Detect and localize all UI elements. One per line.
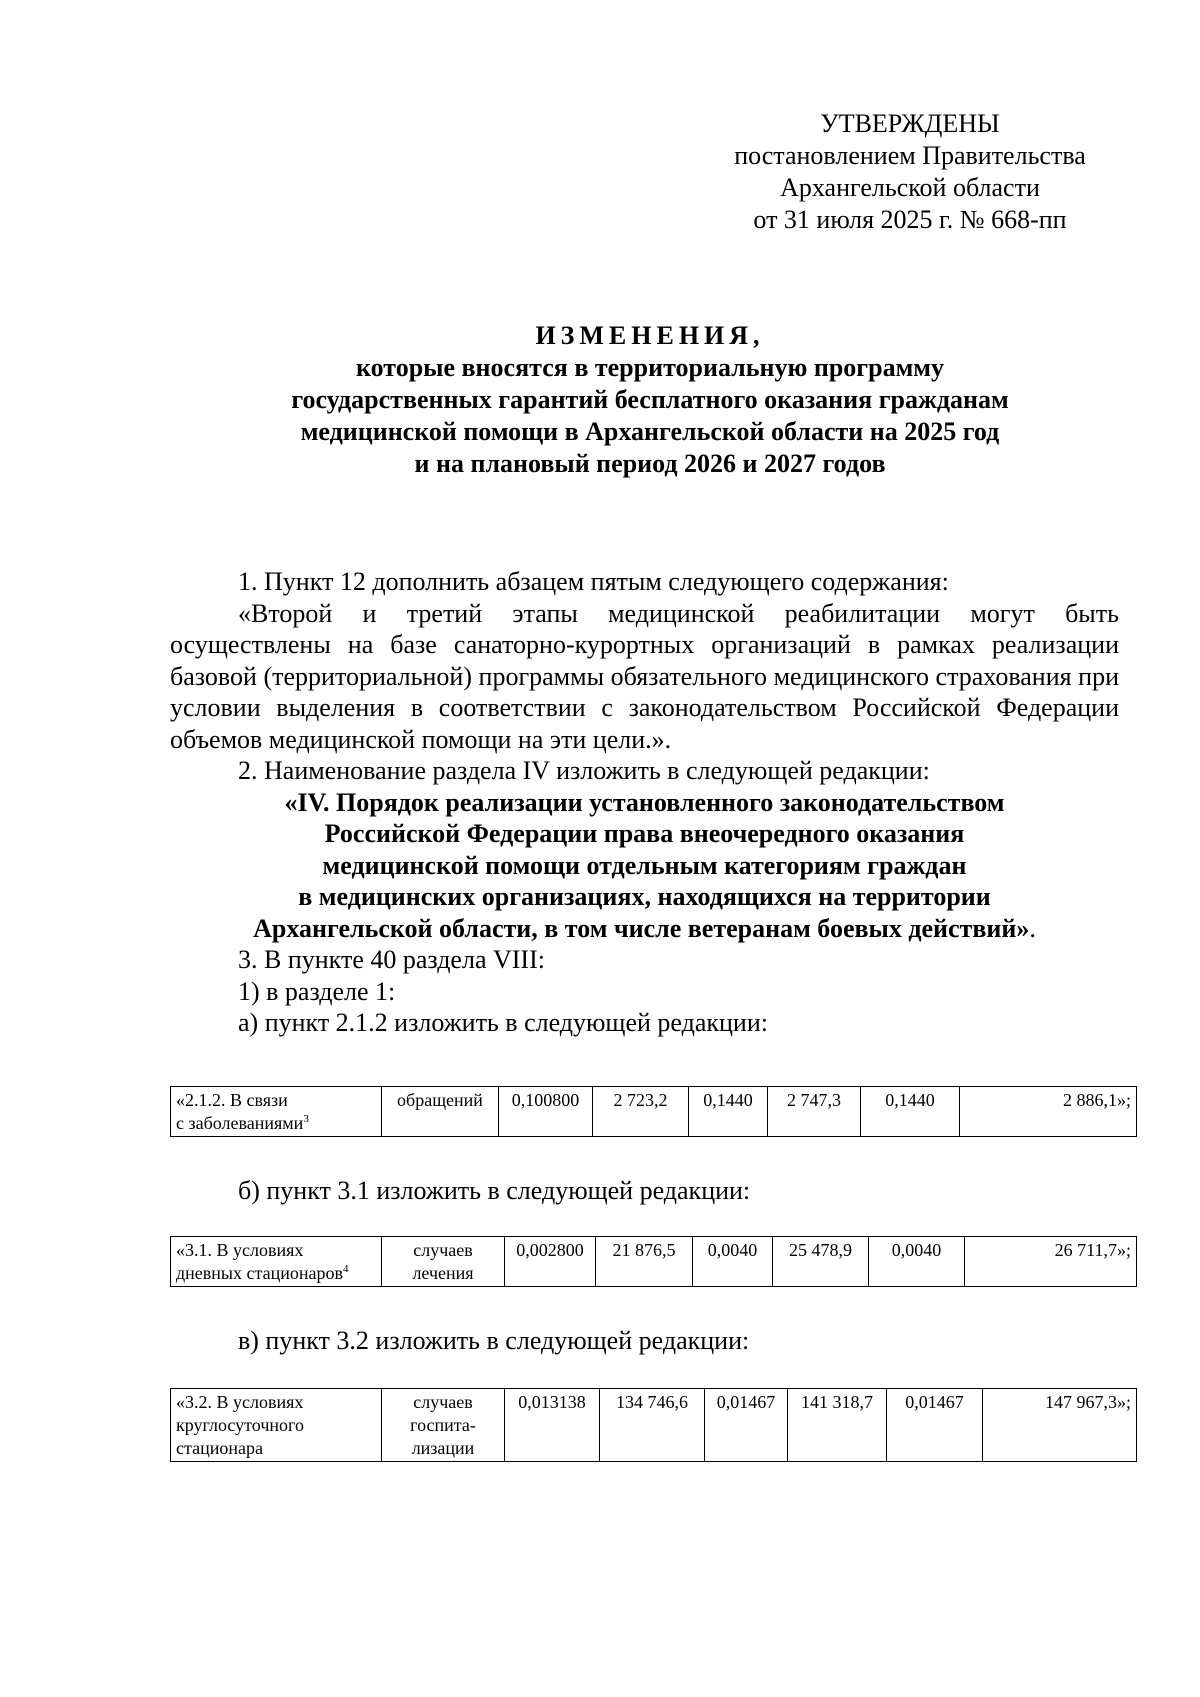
table-row — [171, 1389, 1137, 1462]
document-title — [170, 320, 1130, 480]
table-cell-name — [171, 1389, 382, 1462]
item-3-sub-b: б) пункт 3.1 изложить в следующей редакции: — [238, 1176, 751, 1205]
table-3-1 — [170, 1236, 1137, 1287]
table-cell-value: 0,1440 — [861, 1087, 960, 1137]
item-3-sub-c: в) пункт 3.2 изложить в следующей редакции: — [238, 1326, 750, 1355]
item-3-sub-1: 1) в разделе 1: — [238, 976, 396, 1006]
cell-text: госпита- — [410, 1415, 476, 1435]
table-cell-unit: обращений — [382, 1087, 499, 1137]
document-body — [170, 566, 1119, 1039]
title-line: которые вносятся в территориальную программу — [355, 353, 944, 382]
item-3-intro: 3. В пункте 40 раздела VIII: — [238, 945, 545, 974]
cell-text: круглосуточного — [176, 1415, 304, 1435]
table-row — [171, 1087, 1137, 1137]
table-cell-name — [171, 1087, 382, 1137]
table-cell-value: 0,01467 — [887, 1389, 983, 1462]
item-2-title-line: в медицинских организациях, находящихся на территории — [298, 882, 991, 911]
cell-text: стационара — [176, 1438, 263, 1458]
cell-text — [176, 1112, 376, 1135]
item-2-title-line: Российской Федерации права внеочередного оказания — [324, 819, 965, 848]
table-cell-name — [171, 1237, 382, 1287]
title-line: медицинской помощи в Архангельской области на 2025 год — [300, 417, 1000, 446]
item-2-title — [170, 787, 1119, 945]
title-line: государственных гарантий бесплатного оказания гражданам — [291, 385, 1009, 414]
item-2-title-line: медицинской помощи отдельным категориям граждан — [322, 850, 967, 880]
table-cell-value: 0,002800 — [505, 1237, 596, 1287]
approval-date: от 31 июля 2025 г. № 668-пп — [753, 205, 1067, 234]
table-cell-unit — [382, 1237, 505, 1287]
table-cell-value: 0,1440 — [689, 1087, 768, 1137]
approval-line: постановлением Правительства — [734, 141, 1086, 170]
footnote-mark: 4 — [342, 1263, 349, 1275]
table-cell-value: 0,100800 — [499, 1087, 593, 1137]
item-2-title-line: «IV. Порядок реализации установленного законодательством — [284, 787, 1005, 817]
table-2-1-2 — [170, 1086, 1137, 1137]
footnote-mark: 3 — [303, 1113, 309, 1125]
cell-text: с заболеваниями — [176, 1113, 304, 1133]
table-cell-value: 0,01467 — [705, 1389, 788, 1462]
cell-text: «3.1. В условиях — [176, 1240, 304, 1260]
cell-text — [176, 1262, 376, 1285]
table-row — [171, 1237, 1137, 1287]
item-2-title-text: Архангельской области, в том числе ветеранам боевых действий» — [253, 913, 1030, 943]
cell-text: лечения — [412, 1263, 474, 1283]
table-cell-value: 2 723,2 — [593, 1087, 689, 1137]
table-cell-value: 147 967,3»; — [983, 1389, 1137, 1462]
item-3-sub-a: а) пункт 2.1.2 изложить в следующей редакции: — [238, 1008, 768, 1037]
title-heading: ИЗМЕНЕНИЯ, — [535, 321, 765, 350]
table-cell-unit — [382, 1389, 505, 1462]
cell-text: дневных стационаров — [176, 1263, 343, 1283]
table-3-2 — [170, 1388, 1137, 1462]
item-1-intro: 1. Пункт 12 дополнить абзацем пятым следующего содержания: — [238, 567, 949, 596]
approval-title: УТВЕРЖДЕНЫ — [820, 109, 1000, 138]
cell-text: лизации — [411, 1438, 475, 1458]
table-cell-value: 26 711,7»; — [965, 1237, 1137, 1287]
table-cell-value: 141 318,7 — [788, 1389, 887, 1462]
table-cell-value: 0,0040 — [869, 1237, 965, 1287]
item-1-quote: «Второй и третий этапы медицинской реабилитации могут быть осуществлены на базе санаторно-курортных организаций в рамках реализации базовой (территориальной) программы обязательного медицинского страхования при условии выделения в соответствии с законодательством Российской Федерации объемов медицинской помощи на эти цели.». — [170, 598, 1119, 754]
table-cell-value: 2 747,3 — [768, 1087, 861, 1137]
table-cell-value: 21 876,5 — [596, 1237, 693, 1287]
cell-text: случаев — [413, 1240, 473, 1260]
table-cell-value: 0,0040 — [693, 1237, 773, 1287]
cell-text: случаев — [413, 1392, 473, 1412]
approval-stamp — [690, 108, 1130, 236]
item-2-intro: 2. Наименование раздела IV изложить в следующей редакции: — [238, 756, 930, 785]
approval-line: Архангельской области — [780, 173, 1040, 202]
cell-text: «3.2. В условиях — [176, 1392, 304, 1412]
table-cell-value: 134 746,6 — [600, 1389, 705, 1462]
title-line: и на плановый период 2026 и 2027 годов — [414, 449, 886, 478]
cell-text: «2.1.2. В связи — [176, 1090, 288, 1110]
table-cell-value: 2 886,1»; — [960, 1087, 1137, 1137]
table-cell-value: 0,013138 — [505, 1389, 600, 1462]
table-cell-value: 25 478,9 — [773, 1237, 869, 1287]
item-2-title-period: . — [1029, 913, 1036, 943]
item-2-title-line-last — [170, 913, 1119, 945]
